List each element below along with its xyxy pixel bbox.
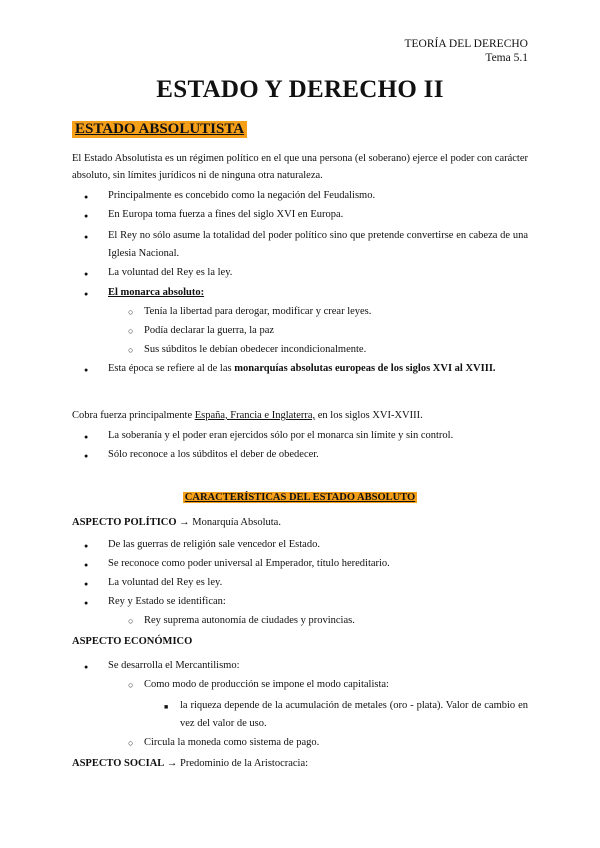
list-item: ● En Europa toma fuerza a fines del siglo XVI en Europa. — [108, 208, 528, 222]
list-item-monarca — [108, 286, 528, 300]
aspecto-economico-label: ASPECTO ECONÓMICO — [72, 636, 193, 647]
arrow-icon: → — [179, 517, 190, 528]
sub-list-item: ○ Sus súbditos le debían obedecer incondicionalmente. — [144, 343, 528, 357]
sub-list-item: ○ Circula la moneda como sistema de pago. — [144, 736, 528, 750]
page-title: ESTADO Y DERECHO II — [156, 76, 444, 103]
fuerza-paragraph — [72, 409, 528, 423]
sub-list-item: ○ Rey suprema autonomía de ciudades y provincias. — [144, 614, 528, 628]
list-item: ● La soberanía y el poder eran ejercidos sólo por el monarca sin límite y sin control. — [108, 429, 528, 443]
fuerza-prefix: Cobra fuerza principalmente — [72, 410, 195, 421]
aspecto-social-label: ASPECTO SOCIAL — [72, 758, 165, 769]
list-item: ● De las guerras de religión sale vencedor el Estado. — [108, 538, 528, 552]
aspecto-politico-text: Monarquía Absoluta. — [189, 517, 281, 528]
header-topic: Tema 5.1 — [485, 52, 528, 64]
sub-list-item: ○ Tenía la libertad para derogar, modificar y crear leyes. — [144, 305, 528, 319]
sub-list-item: ○ Como modo de producción se impone el modo capitalista: — [144, 678, 528, 692]
list-item: ● Sólo reconoce a los súbditos el deber de obedecer. — [108, 448, 528, 462]
list-item: ● Se reconoce como poder universal al Emperador, título hereditario. — [108, 557, 528, 571]
section-heading-text: CARACTERÍSTICAS DEL ESTADO ABSOLUTO — [184, 492, 416, 503]
list-item: ● La voluntad del Rey es ley. — [108, 576, 528, 590]
intro-paragraph: El Estado Absolutista es un régimen político en el que una persona (el soberano) ejerce el poder con carácter absoluto, sin límites jurídicos ni de ninguna otra naturaleza. — [72, 153, 528, 181]
monarca-label: El monarca absoluto: — [108, 287, 205, 298]
fuerza-countries: España, Francia e Inglaterra, — [194, 410, 316, 421]
aspecto-economico-heading — [72, 635, 192, 649]
section-heading-caracteristicas — [0, 491, 600, 505]
aspecto-social-heading — [72, 757, 528, 771]
aspecto-social-text: Predominio de la Aristocracia: — [177, 758, 309, 769]
list-item: ● Se desarrolla el Mercantilismo: — [108, 659, 528, 673]
sub-sub-list-item: ■ la riqueza depende de la acumulación de metales (oro - plata). Valor de cambio en vez del valor de uso. — [180, 697, 528, 733]
list-item: ● El Rey no sólo asume la totalidad del poder político sino que pretende convertirse en cabeza de una Iglesia Nacional. — [108, 227, 528, 263]
epoca-text: Esta época se refiere al de las — [108, 363, 235, 374]
epoca-bold: monarquías absolutas europeas de los siglos XVI al XVIII. — [234, 363, 496, 374]
list-item: ● La voluntad del Rey es la ley. — [108, 266, 528, 280]
aspecto-politico-heading — [72, 516, 528, 530]
list-item: ● Rey y Estado se identifican: — [108, 595, 528, 609]
list-item-epoca — [108, 362, 528, 376]
running-header — [404, 37, 528, 65]
section-heading-absolutista — [72, 120, 247, 138]
fuerza-suffix: en los siglos XVI-XVIII. — [315, 410, 423, 421]
arrow-icon: → — [166, 758, 178, 769]
sub-list-item: ○ Podía declarar la guerra, la paz — [144, 324, 528, 338]
header-course: TEORÍA DEL DERECHO — [404, 38, 528, 50]
section-heading-text: ESTADO ABSOLUTISTA — [72, 121, 247, 138]
aspecto-politico-label: ASPECTO POLÍTICO — [72, 517, 177, 528]
list-item: ● Principalmente es concebido como la negación del Feudalismo. — [108, 189, 528, 203]
